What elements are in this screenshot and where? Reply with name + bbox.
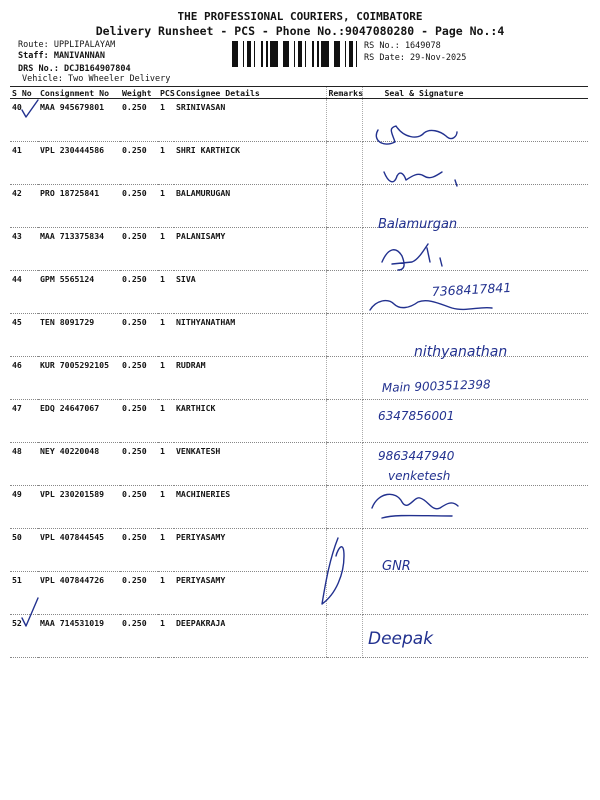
cell-seal-signature bbox=[362, 357, 588, 400]
cell-weight: 0.250 bbox=[120, 486, 158, 529]
cell-pcs: 1 bbox=[158, 271, 174, 314]
cell-remarks bbox=[326, 400, 362, 443]
sig-52-text: Deepak bbox=[368, 629, 434, 649]
cell-consignment: GPM 5565124 bbox=[38, 271, 120, 314]
cell-seal-signature bbox=[362, 185, 588, 228]
cell-sno: 49 bbox=[10, 486, 38, 529]
cell-consignee: KARTHICK bbox=[174, 400, 326, 443]
barcode-bar bbox=[298, 41, 301, 67]
barcode-bar bbox=[349, 41, 352, 67]
cell-remarks bbox=[326, 228, 362, 271]
cell-remarks bbox=[326, 357, 362, 400]
table-header-row bbox=[10, 87, 588, 99]
vehicle-label: Vehicle: Two Wheeler Delivery bbox=[22, 74, 171, 84]
barcode-bar bbox=[286, 41, 289, 67]
cell-consignment: VPL 230444586 bbox=[38, 142, 120, 185]
drs-number: DRS No.: DCJB164907804 bbox=[18, 64, 131, 74]
cell-consignment: MAA 945679801 bbox=[38, 99, 120, 142]
cell-pcs: 1 bbox=[158, 615, 174, 658]
cell-sno: 47 bbox=[10, 400, 38, 443]
cell-sno: 50 bbox=[10, 529, 38, 572]
barcode-bar bbox=[317, 41, 319, 67]
cell-weight: 0.250 bbox=[120, 400, 158, 443]
cell-weight: 0.250 bbox=[120, 529, 158, 572]
cell-consignee: NITHYANATHAM bbox=[174, 314, 326, 357]
cell-pcs: 1 bbox=[158, 400, 174, 443]
cell-sno: 44 bbox=[10, 271, 38, 314]
cell-pcs: 1 bbox=[158, 142, 174, 185]
cell-sno: 43 bbox=[10, 228, 38, 271]
barcode-image bbox=[232, 41, 360, 67]
cell-weight: 0.250 bbox=[120, 228, 158, 271]
sig-46-text: nithyanathan bbox=[414, 344, 508, 360]
cell-weight: 0.250 bbox=[120, 572, 158, 615]
barcode-bar bbox=[273, 41, 275, 67]
cell-weight: 0.250 bbox=[120, 443, 158, 486]
cell-seal-signature bbox=[362, 529, 588, 572]
cell-sno: 48 bbox=[10, 443, 38, 486]
barcode-bar bbox=[352, 41, 353, 67]
cell-seal-signature bbox=[362, 486, 588, 529]
cell-remarks bbox=[326, 529, 362, 572]
barcode-bar bbox=[261, 41, 263, 67]
cell-weight: 0.250 bbox=[120, 185, 158, 228]
runsheet-table bbox=[10, 86, 588, 658]
cell-seal-signature bbox=[362, 443, 588, 486]
table-row bbox=[10, 443, 588, 486]
cell-sno: 42 bbox=[10, 185, 38, 228]
table-row bbox=[10, 142, 588, 185]
cell-consignee: PERIYASAMY bbox=[174, 572, 326, 615]
phone-48-text: 9863447940 bbox=[378, 449, 455, 463]
cell-remarks bbox=[326, 615, 362, 658]
barcode-bar bbox=[326, 41, 329, 67]
barcode-bar bbox=[321, 41, 324, 67]
cell-remarks bbox=[326, 314, 362, 357]
table-row bbox=[10, 486, 588, 529]
cell-seal-signature bbox=[362, 142, 588, 185]
table-row bbox=[10, 185, 588, 228]
cell-consignment: PRO 18725841 bbox=[38, 185, 120, 228]
phone-44-text: 7368417841 bbox=[431, 279, 512, 299]
col-seal: Seal & Signature bbox=[362, 87, 588, 99]
table-row bbox=[10, 228, 588, 271]
cell-pcs: 1 bbox=[158, 314, 174, 357]
cell-consignment: EDQ 24647067 bbox=[38, 400, 120, 443]
rs-number: RS No.: 1649078 bbox=[364, 41, 441, 51]
cell-sno: 45 bbox=[10, 314, 38, 357]
company-title: THE PROFESSIONAL COURIERS, COIMBATORE bbox=[177, 10, 423, 23]
table-row bbox=[10, 572, 588, 615]
cell-weight: 0.250 bbox=[120, 142, 158, 185]
cell-seal-signature bbox=[362, 228, 588, 271]
barcode-bar bbox=[283, 41, 286, 67]
cell-consignee: SIVA bbox=[174, 271, 326, 314]
phone-47-text: 6347856001 bbox=[378, 409, 455, 423]
cell-consignment: MAA 714531019 bbox=[38, 615, 120, 658]
cell-pcs: 1 bbox=[158, 99, 174, 142]
cell-consignment: VPL 230201589 bbox=[38, 486, 120, 529]
cell-consignment: KUR 7005292105 bbox=[38, 357, 120, 400]
cell-consignee: MACHINERIES bbox=[174, 486, 326, 529]
cell-consignee: PERIYASAMY bbox=[174, 529, 326, 572]
cell-seal-signature bbox=[362, 99, 588, 142]
col-sno: S No bbox=[10, 87, 38, 99]
cell-seal-signature bbox=[362, 572, 588, 615]
cell-consignee: PALANISAMY bbox=[174, 228, 326, 271]
cell-consignment: VPL 407844726 bbox=[38, 572, 120, 615]
staff-label: Staff: MANIVANNAN bbox=[18, 51, 105, 61]
col-weight: Weight bbox=[120, 87, 158, 99]
cell-pcs: 1 bbox=[158, 486, 174, 529]
cell-seal-signature bbox=[362, 400, 588, 443]
cell-remarks bbox=[326, 271, 362, 314]
note-47-text: Main 9003512398 bbox=[381, 377, 491, 395]
cell-remarks bbox=[326, 185, 362, 228]
cell-sno: 51 bbox=[10, 572, 38, 615]
cell-sno: 52 bbox=[10, 615, 38, 658]
col-pcs: PCS bbox=[160, 87, 175, 98]
cell-remarks bbox=[326, 486, 362, 529]
sig-42-text: Balamurgan bbox=[378, 217, 458, 232]
cell-consignee: VENKATESH bbox=[174, 443, 326, 486]
cell-pcs: 1 bbox=[158, 228, 174, 271]
col-consignment: Consignment No bbox=[38, 87, 120, 99]
barcode-bar bbox=[247, 41, 250, 67]
runsheet-subtitle: Delivery Runsheet - PCS - Phone No.:9047080280 - Page No.:4 bbox=[95, 24, 505, 38]
table-row bbox=[10, 529, 588, 572]
barcode-bar bbox=[294, 41, 295, 67]
table-row bbox=[10, 314, 588, 357]
cell-remarks bbox=[326, 572, 362, 615]
barcode-bar bbox=[254, 41, 255, 67]
cell-remarks bbox=[326, 99, 362, 142]
cell-sno: 40 bbox=[10, 99, 38, 142]
barcode-bar bbox=[312, 41, 314, 67]
cell-consignee: RUDRAM bbox=[174, 357, 326, 400]
col-remarks: Remarks bbox=[326, 87, 362, 99]
cell-weight: 0.250 bbox=[120, 99, 158, 142]
table-row bbox=[10, 400, 588, 443]
cell-seal-signature bbox=[362, 615, 588, 658]
route-label: Route: UPPLIPALAYAM bbox=[18, 40, 116, 50]
cell-pcs: 1 bbox=[158, 572, 174, 615]
barcode-bar bbox=[275, 41, 278, 67]
cell-pcs: 1 bbox=[158, 443, 174, 486]
barcode-bar bbox=[356, 41, 357, 67]
cell-remarks bbox=[326, 142, 362, 185]
table-row bbox=[10, 357, 588, 400]
barcode-bar bbox=[305, 41, 306, 67]
barcode-bar bbox=[266, 41, 268, 67]
cell-sno: 41 bbox=[10, 142, 38, 185]
barcode-bar bbox=[337, 41, 340, 67]
cell-weight: 0.250 bbox=[120, 615, 158, 658]
sig-48-text: venketesh bbox=[388, 469, 451, 483]
cell-consignee: BALAMURUGAN bbox=[174, 185, 326, 228]
cell-weight: 0.250 bbox=[120, 357, 158, 400]
cell-consignment: TEN 8091729 bbox=[38, 314, 120, 357]
table-row bbox=[10, 615, 588, 658]
col-consignee: Consignee Details bbox=[174, 87, 326, 99]
cell-pcs: 1 bbox=[158, 529, 174, 572]
table-row bbox=[10, 271, 588, 314]
barcode-bar bbox=[334, 41, 337, 67]
cell-consignment: MAA 713375834 bbox=[38, 228, 120, 271]
barcode-bar bbox=[250, 41, 251, 67]
barcode-bar bbox=[235, 41, 238, 67]
cell-sno: 46 bbox=[10, 357, 38, 400]
cell-pcs: 1 bbox=[158, 185, 174, 228]
cell-consignee: DEEPAKRAJA bbox=[174, 615, 326, 658]
cell-seal-signature bbox=[362, 314, 588, 357]
cell-seal-signature bbox=[362, 271, 588, 314]
barcode-bar bbox=[301, 41, 302, 67]
sig-51-text: GNR bbox=[382, 559, 411, 574]
barcode-bar bbox=[270, 41, 273, 67]
table-row bbox=[10, 99, 588, 142]
cell-remarks bbox=[326, 443, 362, 486]
rs-date: RS Date: 29-Nov-2025 bbox=[364, 53, 467, 63]
barcode-bar bbox=[345, 41, 346, 67]
cell-weight: 0.250 bbox=[120, 271, 158, 314]
cell-consignee: SRINIVASAN bbox=[174, 99, 326, 142]
barcode-bar bbox=[324, 41, 326, 67]
cell-consignment: NEY 40220048 bbox=[38, 443, 120, 486]
cell-consignee: SHRI KARTHICK bbox=[174, 142, 326, 185]
cell-pcs: 1 bbox=[158, 357, 174, 400]
cell-weight: 0.250 bbox=[120, 314, 158, 357]
cell-consignment: VPL 407844545 bbox=[38, 529, 120, 572]
barcode-bar bbox=[232, 41, 235, 67]
barcode-bar bbox=[243, 41, 244, 67]
